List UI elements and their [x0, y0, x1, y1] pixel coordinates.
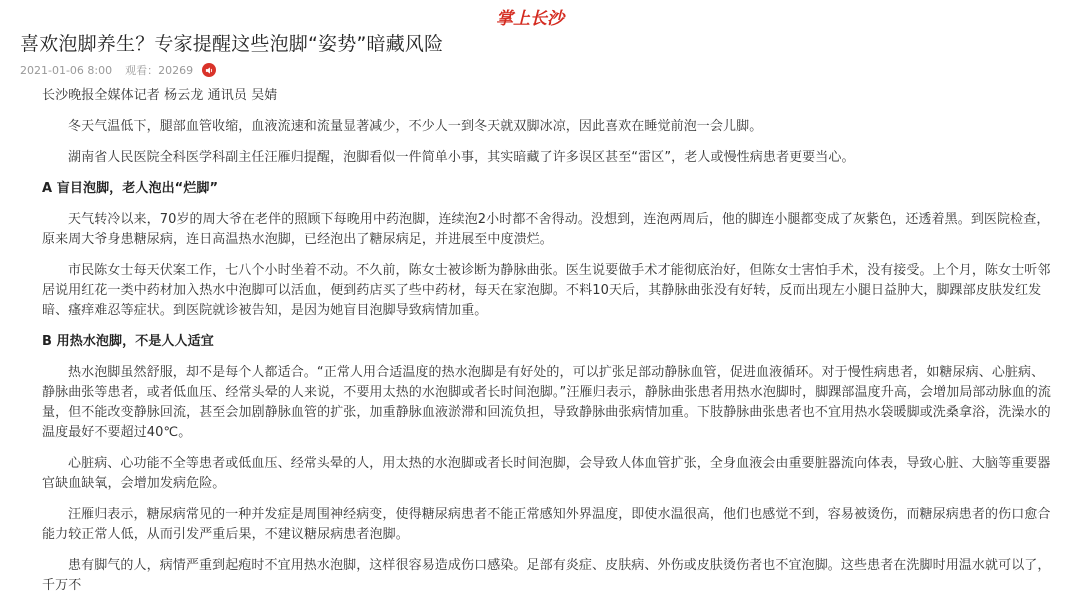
paragraph: 湖南省人民医院全科医学科副主任汪雁归提醒，泡脚看似一件简单小事，其实暗藏了许多误区甚至“雷区”，老人或慢性病患者更要当心。: [68, 150, 855, 165]
paragraph: 患有脚气的人，病情严重到起疱时不宜用热水泡脚，这样很容易造成伤口感染。足部有炎症、皮肤病、外伤或皮肤烫伤者也不宜泡脚。这些患者在洗脚时用温水就可以了，千万不: [42, 558, 1051, 593]
speaker-icon[interactable]: [202, 63, 216, 77]
paragraph: 冬天气温低下，腿部血管收缩，血液流速和流量显著减少，不少人一到冬天就双脚冰凉，因此喜欢在睡觉前泡一会儿脚。: [68, 119, 763, 134]
paragraph: 心脏病、心功能不全等患者或低血压、经常头晕的人，用太热的水泡脚或者长时间泡脚，会导致人体血管扩张，全身血液会由重要脏器流向体表，导致心脏、大脑等重要器官缺血缺氧，会增加发病危险。: [42, 456, 1051, 491]
section-heading-b: B 用热水泡脚，不是人人适宜: [42, 334, 214, 349]
paragraph: 天气转冷以来，70岁的周大爷在老伴的照顾下每晚用中药泡脚，连续泡2小时都不舍得动。没想到，连泡两周后，他的脚连小腿都变成了灰紫色，还透着黑。到医院检查，原来周大爷身患糖尿病，连日高温热水泡脚，已经泡出了糖尿病足，并进展至中度溃烂。: [42, 212, 1050, 247]
article-meta: [20, 60, 1062, 80]
byline: 长沙晚报全媒体记者 杨云龙 通讯员 吴婧: [42, 88, 278, 103]
paragraph: 市民陈女士每天伏案工作，七八个小时坐着不动。不久前，陈女士被诊断为静脉曲张。医生说要做手术才能彻底治好，但陈女士害怕手术，没有接受。上个月，陈女士听邻居说用红花一类中药材加入热水中泡脚可以活血，便到药店买了些中药材，每天在家泡脚。不料10天后，其静脉曲张没有好转，反而出现左小腿日益肿大，脚踝部皮肤发红发暗、瘙痒难忍等症状。到医院就诊被告知，是因为她盲目泡脚导致病情加重。: [42, 263, 1051, 318]
site-logo[interactable]: 掌上长沙: [496, 9, 564, 29]
article-title: 喜欢泡脚养生？专家提醒这些泡脚“姿势”暗藏风险: [20, 33, 444, 55]
paragraph: 热水泡脚虽然舒服，却不是每个人都适合。“正常人用合适温度的热水泡脚是有好处的，可以扩张足部动静脉血管，促进血液循环。对于慢性病患者，如糖尿病、心脏病、静脉曲张等患者，或者低血压、经常头晕的人来说，不要用太热的水泡脚或者长时间泡脚。”汪雁归表示，静脉曲张患者用热水泡脚时，脚踝部温度升高，会增加局部动脉血的流量，但不能改变静脉回流，甚至会加剧静脉血管的扩张，加重静脉血液淤滞和回流负担，导致静脉曲张病情加重。下肢静脉曲张患者也不宜用热水袋暖脚或洗桑拿浴，洗澡水的温度最好不要超过40℃。: [42, 365, 1052, 440]
article-body: [20, 86, 1062, 596]
paragraph: 汪雁归表示，糖尿病常见的一种并发症是周围神经病变，使得糖尿病患者不能正常感知外界温度，即使水温很高，他们也感觉不到，容易被烫伤，而糖尿病患者的伤口愈合能力较正常人低，从而引发严重后果，不建议糖尿病患者泡脚。: [42, 507, 1051, 542]
article: [20, 30, 1062, 607]
view-count: 观看：20269: [125, 64, 194, 77]
publish-date: 2021-01-06 8:00: [20, 63, 113, 77]
section-heading-a: A 盲目泡脚，老人泡出“烂脚”: [42, 181, 219, 196]
top-bar: [0, 0, 1080, 30]
